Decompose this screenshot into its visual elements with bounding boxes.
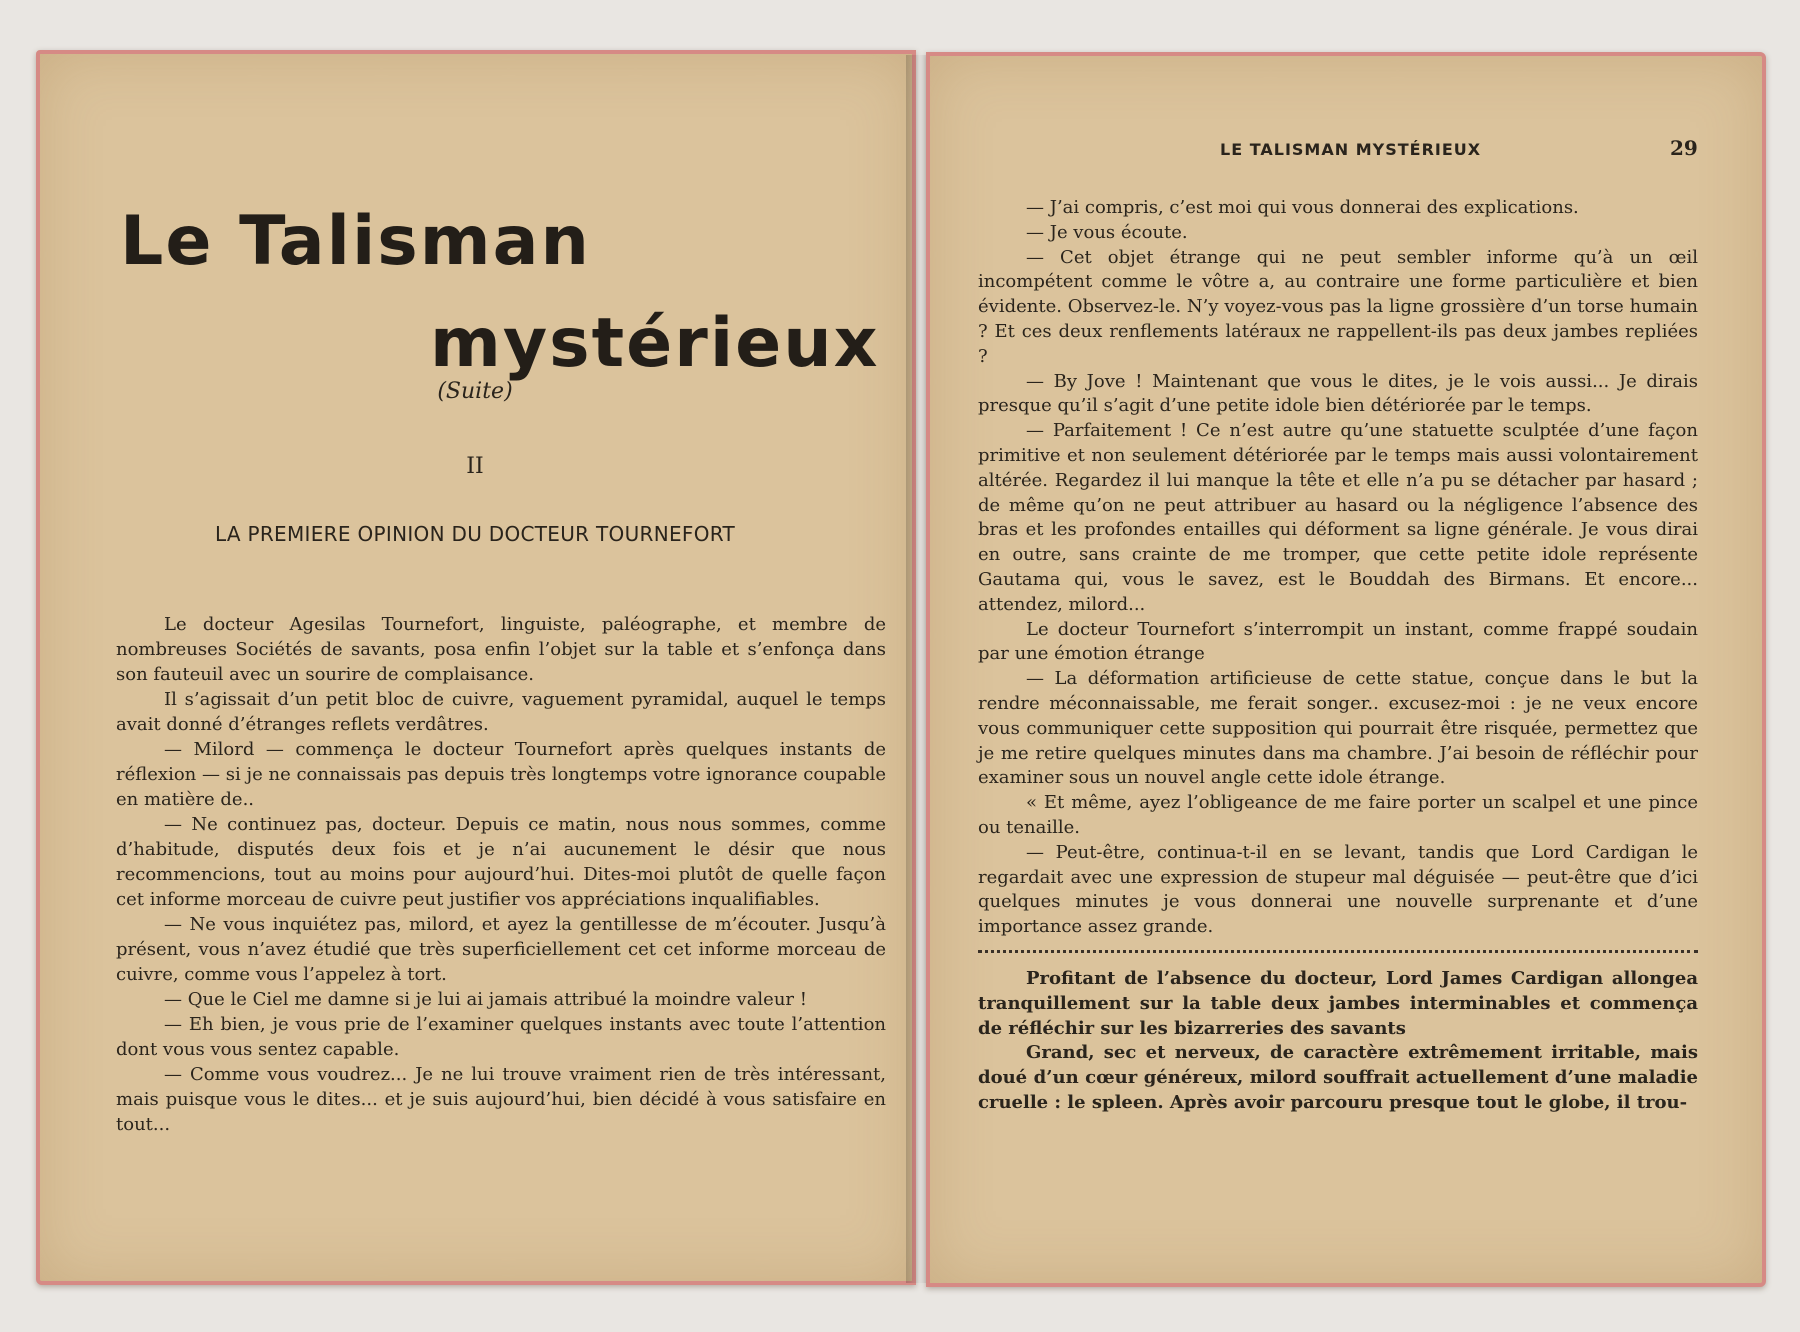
paragraph: — Ne continuez pas, docteur. Depuis ce matin, nous nous sommes, comme d’habitude, disputés deux fois et je n’ai aucunement le désir que nous recommencions, tout au moins pour aujourd’hui. Dites-moi plutôt de quelle façon cet informe morceau de cuivre peut justifier vos appréciations inqualifiables. xyxy=(116,814,886,910)
paragraph: — Que le Ciel me damne si je lui ai jamais attribué la moindre valeur ! xyxy=(164,989,807,1010)
paragraph: Grand, sec et nerveux, de caractère extrêmement irritable, mais doué d’un cœur généreux, milord souffrait actuellement d’une maladie cruelle : le spleen. Après avoir parcouru presque tout le globe, il trou- xyxy=(978,1042,1698,1113)
subtitle: (Suite) xyxy=(437,379,513,404)
chapter-title: LA PREMIERE OPINION DU DOCTEUR TOURNEFORT xyxy=(214,522,736,546)
story-title-line-2: mystérieux xyxy=(430,304,880,383)
paragraph: Le docteur Agesilas Tournefort, linguiste, paléographe, et membre de nombreuses Sociétés de savants, posa enfin l’objet sur la table et s’enfonça dans son fauteuil avec un sourire de complaisance. xyxy=(116,614,886,685)
paragraph: Profitant de l’absence du docteur, Lord James Cardigan allongea tranquillement sur la table deux jambes interminables et commença de réfléchir sur les bizarreries des savants xyxy=(978,967,1698,1039)
left-body-text xyxy=(116,612,886,1137)
paragraph: — Milord — commença le docteur Tournefort après quelques instants de réflexion — si je ne connaissais pas depuis très longtemps votre ignorance coupable en matière de.. xyxy=(116,739,886,810)
chapter-number: II xyxy=(466,454,484,479)
paragraph: — By Jove ! Maintenant que vous le dites, je le vois aussi... Je dirais presque qu’il s’agit d’une petite idole bien détériorée par le temps. xyxy=(978,370,1698,417)
paragraph: — Comme vous voudrez... Je ne lui trouve vraiment rien de très intéressant, mais puisque vous le dites... et je suis aujourd’hui, bien décidé à vous satisfaire en tout... xyxy=(116,1064,886,1135)
paragraph: — Ne vous inquiétez pas, milord, et ayez la gentillesse de m’écouter. Jusqu’à présent, vous n’avez étudié que très superficiellement cet cet informe morceau de cuivre, comme vous l’appelez à tort. xyxy=(116,914,886,985)
story-title-line-1: Le Talisman xyxy=(120,202,591,281)
left-page xyxy=(36,50,916,1285)
right-page xyxy=(926,52,1766,1287)
running-head: LE TALISMAN MYSTÉRIEUX xyxy=(1220,140,1482,159)
paragraph: Le docteur Tournefort s’interrompit un instant, comme frappé soudain par une émotion étrange xyxy=(978,618,1698,665)
paragraph: — J’ai compris, c’est moi qui vous donnerai des explications. xyxy=(1026,197,1579,218)
paragraph: — Parfaitement ! Ce n’est autre qu’une statuette sculptée d’une façon primitive et non seulement détériorée par le temps mais aussi volontairement altérée. Regardez il lui manque la tête et elle n’a pu se détacher par hasard ; de même qu’on ne peut attribuer au hasard ou la négligence l’absence des bras et les profondes entailles qui déforment sa ligne générale. Je vous dirai en outre, sans crainte de me tromper, que cette petite idole représente Gautama qui, vous le savez, est le Bouddah des Birmans. Et encore... attendez, milord... xyxy=(978,420,1698,615)
paragraph: — Je vous écoute. xyxy=(1026,221,1188,243)
section-separator xyxy=(978,950,1698,959)
paragraph: — Cet objet étrange qui ne peut sembler informe qu’à un œil incompétent comme le vôtre a, au contraire une forme particulière et bien évidente. Observez-le. N’y voyez-vous pas la ligne grossière d’un torse humain ? Et ces deux renflements latéraux ne rappellent-ils pas deux jambes repliées ? xyxy=(978,246,1698,367)
paragraph: « Et même, ayez l’obligeance de me faire porter un scalpel et une pince ou tenaille. xyxy=(978,792,1698,838)
paragraph: — Eh bien, je vous prie de l’examiner quelques instants avec toute l’attention dont vous vous sentez capable. xyxy=(116,1014,886,1060)
right-body-text xyxy=(978,196,1698,1116)
paragraph: — Peut-être, continua-t-il en se levant, tandis que Lord Cardigan le regardait avec une expression de stupeur mal déguisée — peut-être que d’ici quelques minutes je vous donnerai une nouvelle surprenante et d’une importance assez grande. xyxy=(978,841,1698,938)
paragraph: — La déformation artificieuse de cette statue, conçue dans le but la rendre méconnaissable, me ferait songer.. excusez-moi : je ne veux encore vous communiquer cette supposition qui pourrait être risquée, permettez que je me retire quelques minutes dans ma chambre. J’ai besoin de réfléchir pour examiner sous un nouvel angle cette idole étrange. xyxy=(978,668,1698,789)
page-number: 29 xyxy=(1670,136,1698,160)
paragraph: Il s’agissait d’un petit bloc de cuivre, vaguement pyramidal, auquel le temps avait donné d’étranges reflets verdâtres. xyxy=(116,689,886,735)
